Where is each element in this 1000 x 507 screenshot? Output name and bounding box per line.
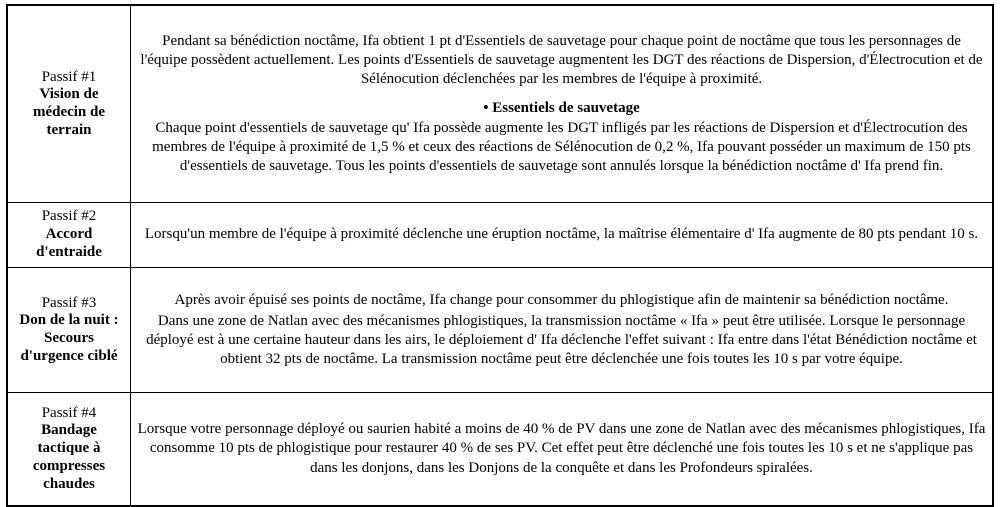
passive-label-cell <box>7 268 131 393</box>
passive-description-cell <box>131 393 994 507</box>
passive-label-cell <box>7 393 131 507</box>
passive-description-cell <box>131 203 994 268</box>
paragraph-spacer <box>137 89 986 99</box>
passive-label-cell <box>7 203 131 268</box>
passive-paragraph: Après avoir épuisé ses points de noctâme, Ifa change pour consommer du phlogistique afin de maintenir sa bénédiction noctâme. <box>174 291 949 308</box>
passive-name: Don de la nuit : Secours d'urgence ciblé <box>19 312 119 364</box>
table-row <box>7 268 993 393</box>
passive-number: Passif #3 <box>41 294 97 311</box>
passive-label-cell <box>7 5 131 203</box>
passive-bullet-text: Chaque point d'essentiels de sauvetage qu' Ifa possède augmente les DGT infligés par les réactions de Dispersion et d'Électrocution des membres de l'équipe à proximité de 1,5 % et ceux des réactions de Sélénocution de 0,2 %, Ifa pouvant posséder un maximum de 150 pts d'essentiels de sauvetage. Tous les points d'essentiels de sauvetage sont annulés lorsque la bénédiction noctâme d' Ifa prend fin. <box>152 119 971 174</box>
table-row <box>7 5 993 203</box>
passive-name: Vision de médecin de terrain <box>32 86 106 138</box>
passive-number: Passif #1 <box>41 68 97 85</box>
passive-paragraph: Lorsqu'un membre de l'équipe à proximité déclenche une éruption noctâme, la maîtrise élémentaire d' Ifa augmente de 80 pts pendant 10 s. <box>144 226 979 243</box>
passive-talents-table <box>6 4 994 507</box>
passive-paragraph: Pendant sa bénédiction noctâme, Ifa obtient 1 pt d'Essentiels de sauvetage pour chaque point de noctâme que tous les personnages de l'équipe possèdent actuellement. Les points d'Essentiels de sauvetage augmentent les DGT des réactions de Dispersion, d'Électrocution et de Sélénocution déclenchées par les membres de l'équipe à proximité. <box>140 32 983 88</box>
table-row <box>7 203 993 268</box>
passive-paragraph: Dans une zone de Natlan avec des mécanismes phlogistiques, la transmission noctâme « Ifa » peut être utilisée. Lorsque le personnage déployé est à une certaine hauteur dans les airs, le déploiement d' Ifa déclenche l'effet suivant : Ifa entre dans l'état Bénédiction noctâme et obtient 32 pts de noctâme. La transmission noctâme peut être déclenchée une fois toutes les 10 s par votre équipe. <box>146 312 977 368</box>
passive-name: Accord d'entraide <box>36 226 102 260</box>
passive-description-cell <box>131 5 994 203</box>
passive-description-cell <box>131 268 994 393</box>
table-row <box>7 393 993 507</box>
passive-number: Passif #2 <box>41 208 97 225</box>
passive-name: Bandage tactique à compresses chaudes <box>32 422 106 492</box>
passive-number: Passif #4 <box>41 404 97 421</box>
passive-paragraph: Lorsque votre personnage déployé ou saurien habité a moins de 40 % de PV dans une zone de Natlan avec des mécanismes phlogistiques, Ifa consomme 10 pts de phlogistique pour restaurer 40 % de ses PV. Cet effet peut être déclenché une fois toutes les 10 s et ne s'applique pas dans les donjons, dans les Donjons de la conquête et dans les Profondeurs spiralées. <box>137 421 986 476</box>
passive-bullet-heading: • Essentiels de sauvetage <box>483 100 640 117</box>
